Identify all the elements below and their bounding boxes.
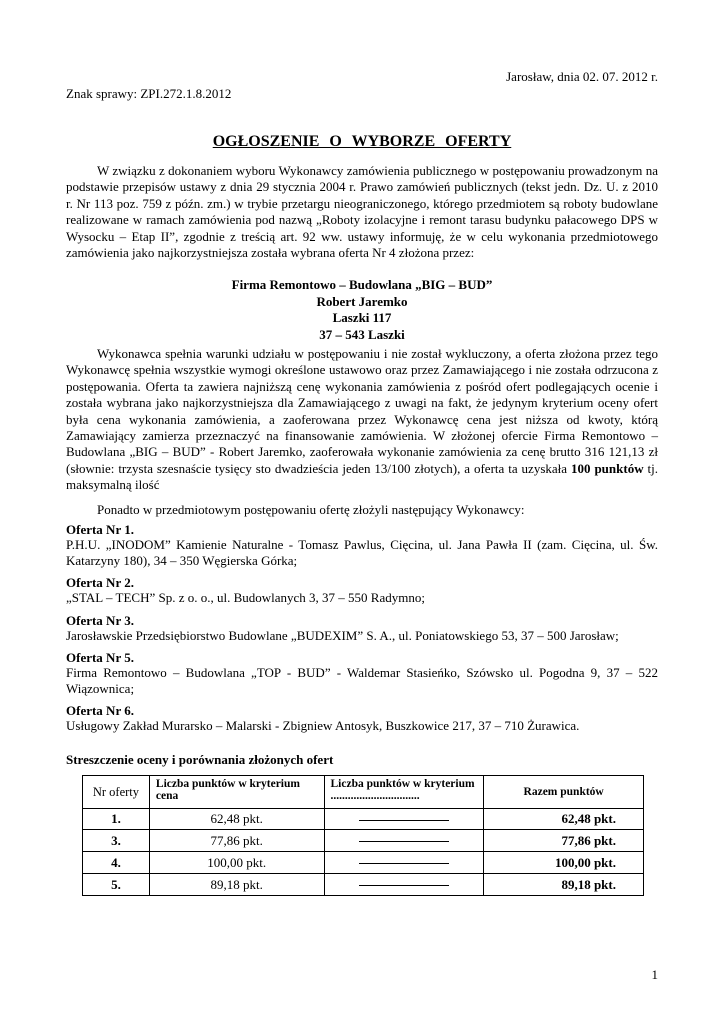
offer-title: Oferta Nr 3.	[66, 612, 134, 628]
cell-total: 62,48 pkt.	[484, 809, 644, 830]
cell-total: 100,00 pkt.	[484, 852, 644, 874]
offer-text: Jarosławskie Przedsiębiorstwo Budowlane „BUDEXIM” S. A., ul. Poniatowskiego 53, 37 – 500 Jarosław;	[66, 627, 619, 643]
offer-item	[66, 650, 658, 696]
winner-company: Firma Remontowo – Budowlana „BIG – BUD”	[231, 277, 493, 292]
offer-item	[66, 522, 658, 568]
cell-total: 77,86 pkt.	[484, 830, 644, 852]
cell-price: 62,48 pkt.	[149, 809, 324, 830]
winner-street: Laszki 117	[332, 310, 392, 326]
cell-nr: 4.	[83, 852, 150, 874]
offer-title: Oferta Nr 2.	[66, 575, 134, 590]
summary-table	[82, 775, 644, 896]
case-number: Znak sprawy: ZPI.272.1.8.2012	[66, 86, 232, 101]
summary-heading: Streszczenie oceny i porównania złożonych ofert	[66, 752, 334, 767]
cell-price: 77,86 pkt.	[149, 830, 324, 852]
offers-list	[66, 522, 658, 734]
dash-line	[359, 841, 449, 842]
offer-item	[66, 575, 658, 606]
winner-city: 37 – 543 Laszki	[319, 326, 405, 342]
offer-item	[66, 613, 658, 644]
header-nr: Nr oferty	[83, 776, 150, 809]
cell-nr: 1.	[83, 809, 150, 830]
offer-text: P.H.U. „INODOM” Kamienie Naturalne - Tomasz Pawlus, Cięcina, ul. Jana Pawła II (zam. Cięcina, ul. Św. Katarzyny 180), 34 – 350 Węgierska Górka;	[66, 537, 658, 568]
table-header-row	[83, 776, 644, 809]
other-offers-intro: Ponadto w przedmiotowym postępowaniu ofertę złożyli następujący Wykonawcy:	[97, 502, 525, 517]
offer-title: Oferta Nr 1.	[66, 522, 134, 537]
points-value: 100 punktów	[571, 460, 644, 476]
cell-other	[324, 874, 484, 896]
page-number: 1	[651, 967, 658, 982]
cell-other	[324, 852, 484, 874]
cell-other	[324, 830, 484, 852]
justification-paragraph	[66, 346, 658, 494]
table-row	[83, 874, 644, 896]
offer-text: Firma Remontowo – Budowlana „TOP - BUD” - Waldemar Stasieńko, Szówsko ul. Pogodna 9, 37 – 522 Wiązownica;	[66, 665, 658, 696]
cell-nr: 5.	[83, 874, 150, 896]
page-title: OGŁOSZENIE O WYBORZE OFERTY	[212, 133, 512, 150]
dash-line	[359, 863, 449, 864]
cell-nr: 3.	[83, 830, 150, 852]
dash-line	[359, 885, 449, 886]
offer-title: Oferta Nr 6.	[66, 703, 134, 718]
table-row	[83, 809, 644, 830]
justification-tail: tj. maksymalną ilość	[66, 460, 659, 493]
intro-paragraph: W związku z dokonaniem wyboru Wykonawcy zamówienia publicznego w postępowaniu prowadzonym na podstawie przepisów ustawy z dnia 29 stycznia 2004 r. Prawo zamówień publicznych (tekst jedn. Dz. U. z 2010 r. Nr 113 poz. 759 z późn. zm.) w trybie przetargu nieograniczonego, którego przedmiotem są roboty budowlane realizowane w ramach zamówienia pod nazwą „Roboty izolacyjne i remont tarasu budynku pałacowego DPS w Wysocku – Etap II”, zgodnie z treścią art. 92 ww. ustawy informuję, że w celu wykonania przedmiotowego zamówienia jako najkorzystniejsza została wybrana oferta Nr 4 złożona przez:	[66, 163, 658, 261]
winner-block	[66, 277, 658, 343]
cell-total: 89,18 pkt.	[484, 874, 644, 896]
justification-text: Wykonawca spełnia warunki udziału w postępowaniu i nie został wykluczony, a oferta złożona przez tego Wykonawcę spełnia wszystkie wymogi określone ustawowo oraz przez Zamawiającego i nie została odrzucona z postępowania. Oferta ta zawiera najniższą cenę wykonania zamówienia z pośród ofert podlegających ocenie i została wybrana jako najkorzystniejsza dla Zamawiającego z uwagi na fakt, że jedynym kryterium oceny ofert była cena wykonania zamówienia, a zaoferowana przez Wykonawcę cena jest niższa od kwoty, którą Zamawiający zamierza przeznaczyć na finansowanie zamówienia. W złożonej ofercie Firma Remontowo – Budowlana „BIG – BUD” - Robert Jaremko, zaoferowała wykonanie zamówienia za cenę brutto 316 121,13 zł (słownie: trzysta szesnaście tysięcy sto dwadzieścia jeden 13/100 złotych), a oferta ta uzyskała	[66, 346, 658, 476]
offer-text: Usługowy Zakład Murarsko – Malarski - Zbigniew Antosyk, Buszkowice 217, 37 – 710 Żurawica.	[66, 718, 580, 733]
cell-other	[324, 809, 484, 830]
header-price: Liczba punktów w kryterium cena	[149, 776, 324, 809]
cell-price: 100,00 pkt.	[149, 852, 324, 874]
header-total: Razem punktów	[484, 776, 644, 809]
offer-title: Oferta Nr 5.	[66, 650, 134, 665]
table-row	[83, 852, 644, 874]
header-other: Liczba punktów w kryterium ...............................	[324, 776, 484, 809]
winner-person: Robert Jaremko	[316, 293, 408, 309]
place-date: Jarosław, dnia 02. 07. 2012 r.	[506, 69, 658, 84]
table-row	[83, 830, 644, 852]
offer-item	[66, 703, 658, 734]
dash-line	[359, 820, 449, 821]
cell-price: 89,18 pkt.	[149, 874, 324, 896]
offer-text: „STAL – TECH” Sp. z o. o., ul. Budowlanych 3, 37 – 550 Radymno;	[66, 590, 425, 605]
